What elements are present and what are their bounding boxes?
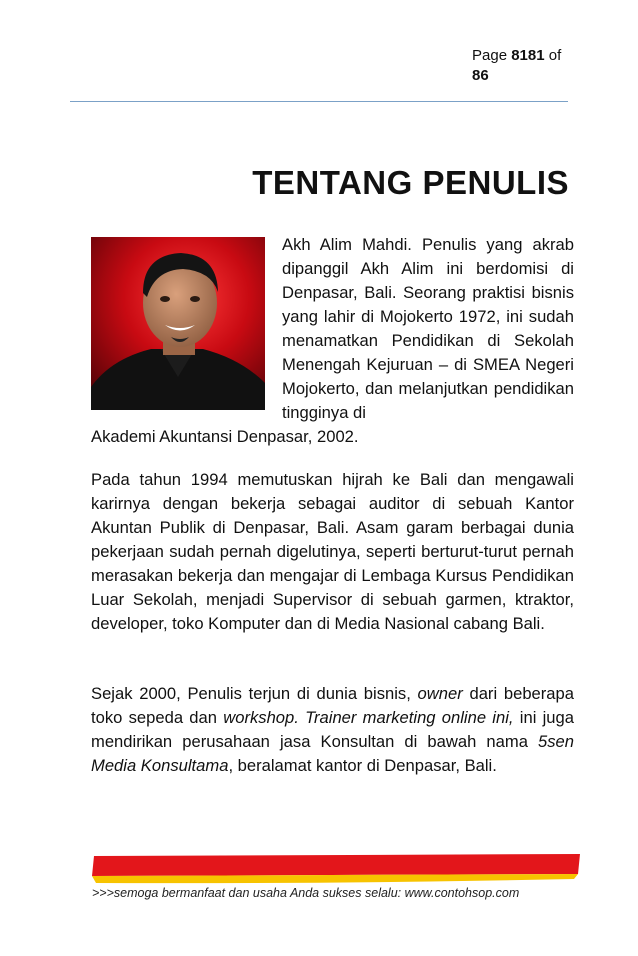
page-current: 8181 [511,47,545,64]
footer-text: >>>semoga bermanfaat dan usaha Anda sukses selalu: www.contohsop.com [92,886,520,900]
header-rule [70,101,568,102]
page-title: TENTANG PENULIS [252,164,569,201]
author-portrait-icon [91,237,265,410]
bio-paragraph-2: Pada tahun 1994 memutuskan hijrah ke Bali dan mengawali karirnya dengan bekerja sebagai auditor di sebuah Kantor Akuntan Publik di Denpasar, Bali. Asam garam berbagai dunia pekerjaan sudah pernah digelutinya, seperti berturut-turut pernah merasakan bekerja dan mengajar di Lembaga Kursus Pendidikan Luar Sekolah, menjadi Supervisor di sebuah garmen, ktraktor, developer, toko Komputer dan di Media Nasional cabang Bali. [91,470,574,633]
footer-swoosh-icon [88,852,588,886]
para3-italic: workshop. Trainer marketing online ini, [223,708,514,727]
page-number [472,46,561,86]
author-photo [91,237,265,410]
para3-italic: owner [417,684,463,703]
para3-part: ini juga mendirikan perusahaan jasa Konsultan di bawah nama [91,708,574,751]
para3-part: Sejak 2000, Penulis terjun di dunia bisnis, [91,684,418,703]
bio-paragraph-1-continued: Akademi Akuntansi Denpasar, 2002. [91,427,359,446]
para3-italic: 5sen Media Konsultama [91,732,574,775]
bio-paragraph-3 [91,682,574,778]
page-total: 86 [472,67,489,84]
page-of: of [544,47,562,64]
para3-part: , beralamat kantor di Denpasar, Bali. [228,756,497,775]
page-prefix: Page [472,47,512,64]
para3-part: dari beberapa toko sepeda dan [91,684,574,727]
bio-paragraph-1: Akh Alim Mahdi. Penulis yang akrab dipanggil Akh Alim ini berdomisi di Denpasar, Bali. Seorang praktisi bisnis yang lahir di Mojokerto 1972, ini sudah menamatkan Pendidikan di Sekolah Menengah Kejuruan – di SMEA Negeri Mojokerto, dan melanjutkan pendidikan tingginya di [282,235,574,422]
